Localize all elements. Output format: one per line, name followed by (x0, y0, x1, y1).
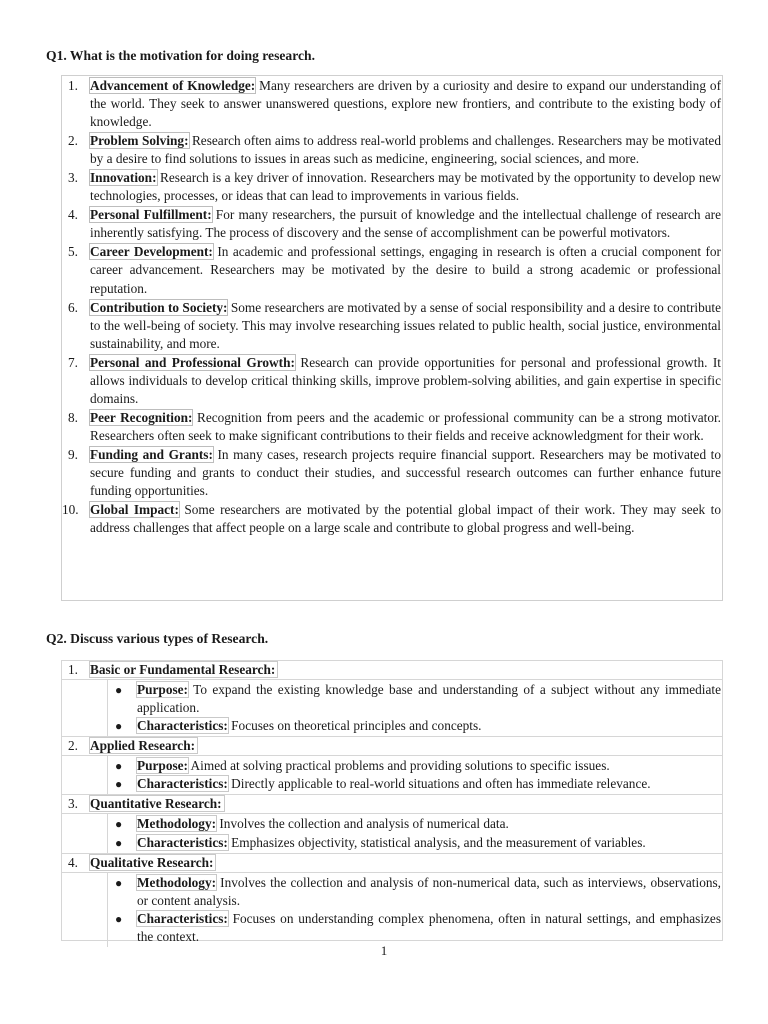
item-term: Personal Fulfillment: (90, 207, 212, 223)
item-text: Research often aims to address real-world problems and challenges. Researchers may be motivated by a desire to find solutions to issues in areas such as medicine, engineering, social sciences, and more. (90, 133, 721, 167)
bullet-key: Characteristics: (137, 776, 228, 792)
bullet-key: Characteristics: (137, 718, 228, 734)
item-text: Many researchers are driven by a curiosity and desire to expand our understanding of the world. They seek to answer unanswered questions, explore new frontiers, and contribute to the existing body of knowledge. (90, 78, 721, 130)
item-number: 10. (62, 502, 79, 518)
bullet-key: Methodology: (137, 816, 217, 832)
item-text: Recognition from peers and the academic or professional community can be a strong motivator. Researchers often seek to make significant contributions to their fields and receive acknowledgment for their work. (90, 409, 721, 443)
item-number: 4. (68, 207, 78, 223)
bullet-item (108, 775, 721, 793)
item-term: Personal and Professional Growth: (90, 354, 295, 370)
item-text: Some researchers are motivated by a sense of social responsibility and a desire to contribute to the well-being of society. This may involve researching issues related to public health, social justice, environmental sustainability, and more. (90, 299, 721, 351)
research-type-item (62, 736, 722, 794)
item-term: Advancement of Knowledge: (90, 78, 256, 93)
research-type-item (62, 794, 722, 852)
item-number: 6. (68, 299, 78, 315)
item-number: 4. (68, 854, 78, 870)
bullet-key: Purpose: (137, 682, 188, 697)
bullet-text: Emphasizes objectivity, statistical analysis, and the measurement of variables. (227, 834, 646, 850)
bullet-list (107, 873, 722, 947)
research-type-title (62, 661, 722, 680)
list-item (62, 500, 722, 537)
bullet-icon: ● (115, 911, 123, 926)
list-item (62, 205, 722, 242)
bullet-key: Methodology: (137, 874, 217, 890)
bullet-item (108, 834, 721, 852)
bullet-text: Involves the collection and analysis of numerical data. (216, 816, 509, 832)
bullet-list (107, 756, 722, 794)
bullet-icon: ● (115, 759, 123, 774)
bullet-item (108, 757, 721, 775)
research-type-label: Applied Research: (90, 738, 196, 754)
item-term: Peer Recognition: (90, 409, 193, 425)
q1-heading: Q1. What is the motivation for doing research. (46, 48, 315, 63)
bullet-text: Focuses on theoretical principles and concepts. (227, 718, 482, 734)
q2-list-box (61, 660, 723, 944)
item-text: Some researchers are motivated by the potential global impact of their work. They may seek to address challenges that affect people on a large scale and contribute to global progress and well-being. (90, 502, 721, 536)
research-type-item (62, 661, 722, 736)
item-term: Innovation: (90, 170, 157, 186)
list-item (62, 131, 722, 168)
item-number: 7. (68, 354, 78, 370)
item-text: In many cases, research projects require financial support. Researchers may be motivated to secure funding and grants to conduct their studies, and successful research outcomes can further enhance future funding opportunities. (90, 446, 721, 499)
list-item (62, 445, 722, 500)
item-term: Career Development: (90, 244, 213, 260)
bullet-item (108, 815, 721, 833)
research-type-label: Basic or Fundamental Research: (90, 662, 276, 677)
bullet-text: Involves the collection and analysis of non-numerical data, such as interviews, observations, or content analysis. (137, 874, 721, 908)
list-item (62, 76, 722, 131)
research-type-title (62, 853, 722, 873)
list-item (62, 168, 722, 205)
item-text: Research can provide opportunities for personal and professional growth. It allows individuals to develop critical thinking skills, improve problem-solving abilities, and gain expertise in specific domains. (90, 354, 721, 406)
bullet-text: Focuses on understanding complex phenomena, often in natural settings, and emphasizes the context. (137, 910, 721, 944)
item-term: Contribution to Society: (90, 299, 228, 315)
item-number: 3. (68, 796, 78, 812)
research-type-title (62, 794, 722, 814)
bullet-text: To expand the existing knowledge base and understanding of a subject without any immediate application. (137, 682, 721, 716)
list-item (62, 242, 722, 297)
bullet-icon: ● (115, 683, 123, 697)
bullet-icon: ● (115, 817, 123, 832)
bullet-icon: ● (115, 835, 123, 850)
research-type-label: Qualitative Research: (90, 854, 214, 870)
list-item (62, 353, 722, 408)
q1-list-box (61, 75, 723, 601)
bullet-icon: ● (115, 777, 123, 792)
q2-heading: Q2. Discuss various types of Research. (46, 631, 269, 646)
bullet-icon: ● (115, 875, 123, 890)
item-number: 3. (68, 170, 78, 186)
bullet-text: Directly applicable to real-world situations and often has immediate relevance. (227, 776, 651, 792)
bullet-key: Characteristics: (137, 834, 228, 850)
item-text: In academic and professional settings, engaging in research is often a crucial component for career advancement. Researchers may be motivated by the desire to build a strong academic or professional reputation. (90, 244, 721, 296)
bullet-item (108, 874, 721, 910)
bullet-key: Purpose: (137, 758, 188, 774)
item-number: 8. (68, 409, 78, 425)
bullet-text: Aimed at solving practical problems and providing solutions to specific issues. (187, 758, 610, 774)
bullet-item (108, 717, 721, 735)
bullet-list (107, 814, 722, 852)
bullet-item (108, 681, 721, 717)
item-text: For many researchers, the pursuit of knowledge and the intellectual challenge of research are inherently satisfying. The process of discovery and the sense of accomplishment can be powerful motivators. (90, 207, 721, 241)
item-number: 2. (68, 738, 78, 754)
list-item (62, 298, 722, 353)
item-number: 1. (68, 662, 78, 677)
bullet-key: Characteristics: (137, 910, 228, 926)
bullet-icon: ● (115, 719, 123, 734)
bullet-item (108, 910, 721, 946)
item-term: Funding and Grants: (90, 446, 213, 462)
item-number: 2. (68, 133, 78, 149)
item-number: 9. (68, 446, 78, 462)
research-type-label: Quantitative Research: (90, 796, 222, 812)
item-text: Research is a key driver of innovation. Researchers may be motivated by the opportunity to develop new technologies, processes, or ideas that can lead to improvements in various fields. (90, 170, 721, 204)
item-number: 1. (68, 78, 78, 93)
bullet-list (107, 680, 722, 736)
research-type-item (62, 853, 722, 947)
page-number: 1 (380, 943, 388, 958)
item-term: Problem Solving: (90, 133, 189, 149)
item-number: 5. (68, 244, 78, 260)
item-term: Global Impact: (90, 502, 179, 518)
motivation-list (62, 76, 722, 537)
research-type-title (62, 736, 722, 756)
list-item (62, 408, 722, 445)
